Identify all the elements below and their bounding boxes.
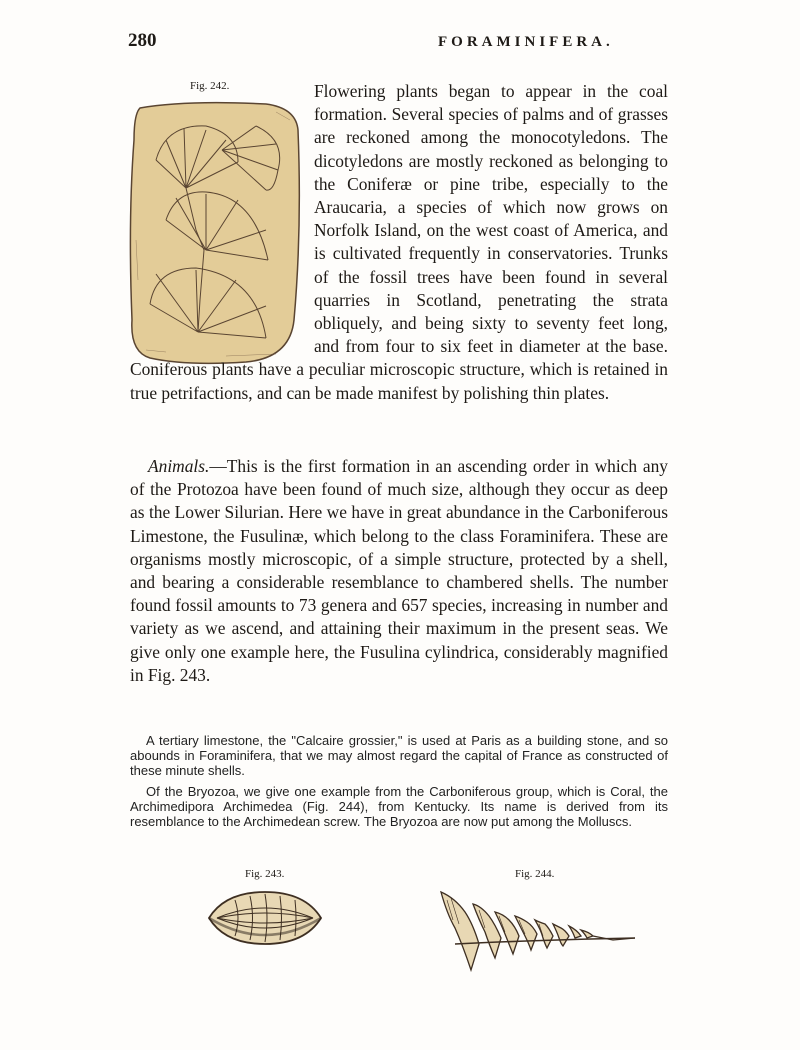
figure-float-space [130, 80, 314, 356]
paragraph-flowering-plants [130, 80, 668, 405]
running-head: FORAMINIFERA. [438, 34, 614, 50]
paragraph-animals [130, 455, 668, 687]
paragraph-flowering-plants-text: Flowering plants began to appear in the coal formation. Several species of palms and of grasses are reckoned among the monocotyledons. The dicotyledons are mostly reckoned as belonging to the Coniferæ or pine tribe, especially to the Araucaria, a species of which now grows on Norfolk Island, on the west coast of America, and is cultivated frequently in conservatories. Trunks of the fossil trees have been found in several quarries in Scotland, penetrating the strata obliquely, and being sixty to seventy feet long, and from four to six feet in diameter at the base. Coniferous plants have a peculiar microscopic structure, which is retained in true petrifactions, and can be made manifest by polishing thin plates. [130, 81, 668, 403]
paragraph-animals-text: —This is the first formation in an ascending order in which any of the Protozoa have been found of much size, although they occur as deep as the Lower Silurian. Here we have in great abundance in the Carboniferous Limestone, the Fusulinæ, which belong to the class Foraminifera. These are organisms mostly microscopic, of a simple structure, protected by a shell, and bearing a considerable resemblance to chambered shells. The number found fossil amounts to 73 genera and 657 species, increasing in number and variety as we ascend, and attaining their maximum in the present seas. We give only one example here, the Fusulina cylindrica, considerably magnified in Fig. 243. [130, 456, 668, 685]
page-number: 280 [128, 30, 157, 51]
note-bryozoa: Of the Bryozoa, we give one example from the Carboniferous group, which is Coral, the Archimedipora Archimedea (Fig. 244), from Kentucky. Its name is derived from its resemblance to the Archimedean screw. The Bryozoa are now put among the Molluscs. [130, 783, 668, 830]
figure-243-caption: Fig. 243. [245, 868, 285, 880]
figure-244 [435, 868, 655, 973]
note-calcaire-grossier: A tertiary limestone, the "Calcaire grossier," is used at Paris as a building stone, and so abounds in Foraminifera, that we may almost regard the capital of France as constructed of these minute shells. [130, 733, 668, 779]
page-header [128, 30, 668, 60]
animals-heading: Animals. [148, 456, 210, 476]
notes-block [130, 733, 668, 834]
figure-242-caption: Fig. 242. [190, 80, 230, 92]
fusulina-shell-icon [205, 888, 325, 948]
figure-244-caption: Fig. 244. [515, 868, 555, 880]
archimedean-screw-bryozoa-icon [435, 884, 655, 974]
figure-243 [205, 868, 325, 948]
